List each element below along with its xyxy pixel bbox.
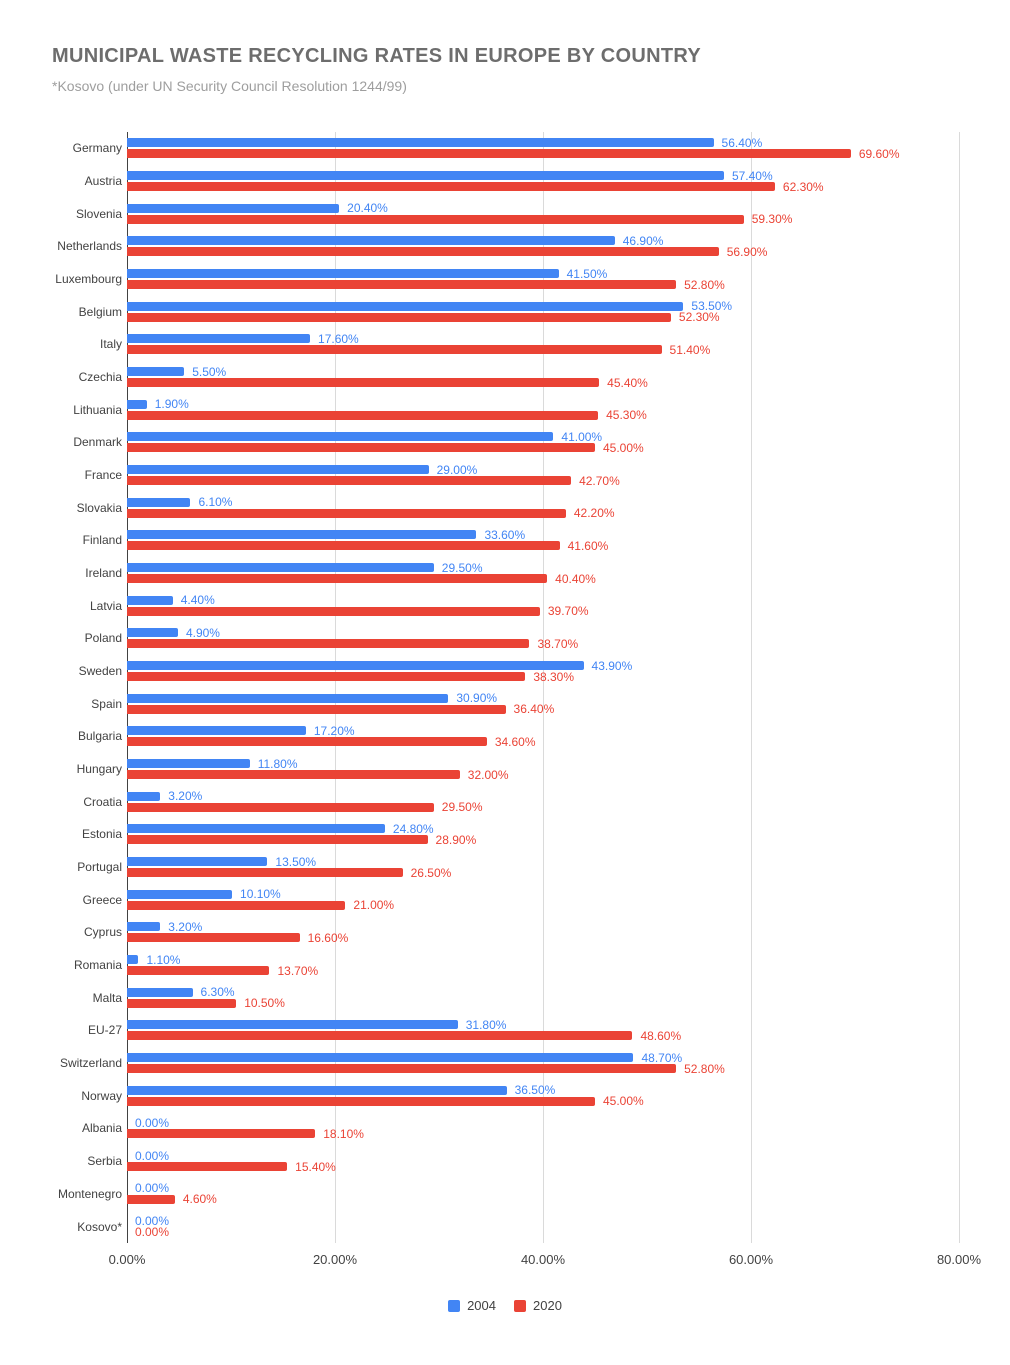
value-label-2020: 42.70% (579, 473, 620, 488)
bar-track (127, 821, 987, 836)
bar-2020[interactable] (127, 182, 775, 191)
category-label: Austria (84, 174, 122, 188)
bar-track (127, 146, 987, 161)
category-label: Sweden (78, 664, 122, 679)
bar-track (127, 669, 987, 684)
value-label-2020: 48.60% (640, 1028, 682, 1043)
value-label-2020: 69.60% (858, 146, 900, 161)
bar-2020[interactable] (127, 966, 269, 975)
value-label-2004: 33.60% (484, 527, 526, 542)
bar-track (127, 734, 987, 749)
bar-track (127, 832, 987, 847)
bar-2004[interactable] (127, 530, 476, 539)
value-label-2004: 20.40% (347, 201, 388, 216)
bar-2020[interactable] (127, 1162, 287, 1171)
bar-track (127, 299, 987, 314)
bar-track (127, 1181, 987, 1196)
category-label: Belgium (78, 304, 122, 319)
bar-2020[interactable] (127, 705, 506, 714)
value-label-2020: 16.60% (307, 930, 349, 945)
bar-2004[interactable] (127, 1053, 633, 1062)
category-label: Netherlands (57, 239, 122, 254)
legend-label-2020: 2020 (533, 1298, 562, 1313)
bar-2004[interactable] (127, 988, 193, 997)
category-label: Norway (81, 1088, 122, 1103)
x-axis-tick: 20.00% (312, 1252, 358, 1267)
category-row (55, 263, 987, 296)
bar-track (127, 919, 987, 934)
bar-track (127, 756, 987, 771)
bar-track (127, 1214, 987, 1228)
category-row (77, 1210, 987, 1243)
legend-item-2004[interactable] (448, 1298, 496, 1313)
category-label: Croatia (83, 794, 122, 809)
category-row (78, 655, 987, 688)
category-label: Finland (82, 533, 122, 548)
category-row (83, 916, 987, 949)
bar-track (127, 473, 987, 488)
category-row (78, 295, 987, 328)
category-row (84, 165, 987, 198)
value-label-2004: 11.80% (257, 756, 298, 771)
bar-2020[interactable] (127, 1064, 676, 1073)
legend-swatch-2020 (514, 1300, 526, 1312)
bar-track (127, 571, 987, 586)
bar-track (127, 233, 987, 248)
bar-track (127, 277, 987, 292)
category-row (57, 230, 987, 263)
category-label: France (84, 468, 122, 483)
category-label: EU-27 (87, 1023, 122, 1038)
value-label-2004: 17.20% (313, 723, 355, 738)
bar-2020[interactable] (127, 574, 547, 583)
bar-track (127, 266, 987, 281)
category-label: Denmark (73, 435, 122, 450)
value-label-2020: 18.10% (323, 1126, 364, 1141)
bar-chart (52, 132, 1010, 1313)
category-rows (55, 132, 987, 1243)
bar-2004[interactable] (127, 922, 160, 931)
bar-2004[interactable] (127, 400, 147, 409)
bar-track (127, 865, 987, 880)
value-label-2004: 5.50% (192, 364, 227, 379)
category-label: Luxembourg (55, 272, 122, 287)
value-label-2020: 38.70% (537, 636, 579, 651)
bar-2020[interactable] (127, 1129, 315, 1138)
value-label-2020: 62.30% (782, 179, 824, 194)
x-axis (108, 1252, 1010, 1268)
bar-2004[interactable] (127, 628, 178, 637)
bar-2020[interactable] (127, 215, 744, 224)
bar-2004[interactable] (127, 563, 434, 572)
bar-track (127, 1126, 987, 1141)
value-label-2004: 6.10% (198, 495, 233, 510)
category-row (73, 426, 987, 459)
value-label-2020: 52.80% (684, 277, 725, 292)
bar-track (127, 1094, 987, 1109)
bar-track (127, 1028, 987, 1043)
category-label: Greece (82, 892, 122, 907)
bar-track (127, 331, 987, 346)
value-label-2020: 52.80% (684, 1061, 725, 1076)
value-label-2020: 26.50% (410, 865, 452, 880)
category-row (77, 720, 987, 753)
bar-2020[interactable] (127, 607, 540, 616)
category-row (83, 785, 987, 818)
bar-track (127, 1017, 987, 1032)
category-row (73, 393, 987, 426)
bar-2004[interactable] (127, 367, 184, 376)
bar-track (127, 854, 987, 869)
category-label: Latvia (89, 598, 122, 613)
category-label: Slovenia (75, 206, 122, 221)
value-label-2004: 29.00% (436, 462, 478, 477)
category-label: Spain (91, 696, 122, 711)
value-label-2004: 4.90% (185, 625, 220, 640)
bar-2004[interactable] (127, 269, 559, 278)
bar-track (127, 179, 987, 194)
bar-track (127, 364, 987, 379)
category-row (78, 361, 987, 394)
value-label-2020: 4.60% (182, 1192, 217, 1207)
category-label: Poland (84, 631, 122, 646)
category-label: Serbia (87, 1154, 122, 1169)
value-label-2004: 3.20% (168, 919, 203, 934)
bar-track (127, 1115, 987, 1130)
bar-2020[interactable] (127, 999, 236, 1008)
legend-item-2020[interactable] (514, 1298, 562, 1313)
chart-subtitle: *Kosovo (under UN Security Council Resolution 1244/99) (52, 78, 407, 94)
category-label: Malta (92, 990, 122, 1005)
value-label-2020: 59.30% (751, 212, 793, 227)
category-label: Romania (73, 958, 122, 973)
value-label-2020: 10.50% (244, 996, 285, 1011)
bar-track (127, 1083, 987, 1098)
x-axis-tick: 60.00% (728, 1252, 774, 1267)
chart-title: MUNICIPAL WASTE RECYCLING RATES IN EUROPE BY COUNTRY (52, 45, 701, 67)
value-label-2020: 40.40% (555, 571, 596, 586)
category-row (81, 818, 987, 851)
category-row (72, 132, 987, 165)
bar-track (127, 440, 987, 455)
value-label-2020: 32.00% (467, 767, 509, 782)
value-label-2004: 6.30% (200, 985, 235, 1000)
bar-2020[interactable] (127, 672, 525, 681)
value-label-2004: 46.90% (622, 233, 664, 248)
value-label-2004: 0.00% (135, 1181, 170, 1196)
bar-track (127, 462, 987, 477)
bar-2020[interactable] (127, 770, 460, 779)
bar-2004[interactable] (127, 890, 232, 899)
value-label-2020: 0.00% (135, 1225, 170, 1239)
bar-2020[interactable] (127, 313, 671, 322)
bar-2020[interactable] (127, 247, 719, 256)
bar-2004[interactable] (127, 596, 173, 605)
category-label: Italy (99, 337, 122, 352)
bar-track (127, 800, 987, 815)
category-row (81, 1112, 987, 1145)
bar-track (127, 1225, 987, 1239)
bar-track (127, 952, 987, 967)
bar-2020[interactable] (127, 868, 403, 877)
category-row (87, 1014, 987, 1047)
bar-2004[interactable] (127, 1086, 507, 1095)
legend (0, 1298, 1010, 1313)
bar-track (127, 1050, 987, 1065)
x-axis-tick: 80.00% (936, 1252, 982, 1267)
value-label-2020: 42.20% (573, 506, 615, 521)
bar-track (127, 527, 987, 542)
value-label-2004: 0.00% (135, 1148, 170, 1163)
bar-track (127, 408, 987, 423)
category-row (76, 491, 987, 524)
category-label: Portugal (77, 860, 122, 875)
category-row (99, 328, 987, 361)
bar-2020[interactable] (127, 933, 300, 942)
bar-2004[interactable] (127, 824, 385, 833)
value-label-2004: 17.60% (318, 331, 359, 346)
value-label-2020: 45.30% (606, 408, 647, 423)
category-row (77, 851, 987, 884)
value-label-2004: 29.50% (441, 560, 483, 575)
bar-track (127, 201, 987, 216)
bar-track (127, 691, 987, 706)
plot-area (55, 132, 987, 1243)
value-label-2020: 15.40% (295, 1159, 336, 1174)
value-label-2020: 45.00% (603, 440, 644, 455)
category-label: Germany (72, 141, 122, 156)
bar-2004[interactable] (127, 726, 306, 735)
bar-2020[interactable] (127, 280, 676, 289)
bar-track (127, 342, 987, 357)
bar-track (127, 397, 987, 412)
bar-2004[interactable] (127, 204, 339, 213)
bar-2020[interactable] (127, 509, 566, 518)
category-row (76, 753, 987, 786)
value-label-2004: 41.50% (566, 266, 608, 281)
value-label-2004: 31.80% (465, 1017, 507, 1032)
bar-track (127, 789, 987, 804)
value-label-2004: 0.00% (135, 1115, 170, 1130)
value-label-2004: 1.10% (146, 952, 181, 967)
bar-track (127, 898, 987, 913)
category-row (84, 459, 987, 492)
bar-track (127, 168, 987, 183)
value-label-2020: 45.40% (607, 375, 648, 390)
bar-track (127, 723, 987, 738)
bar-2004[interactable] (127, 857, 267, 866)
bar-track (127, 1192, 987, 1207)
bar-track (127, 1148, 987, 1163)
bar-2020[interactable] (127, 901, 345, 910)
bar-track (127, 1159, 987, 1174)
value-label-2020: 34.60% (494, 734, 536, 749)
x-axis-tick: 0.00% (108, 1252, 146, 1267)
category-label: Ireland (85, 566, 122, 581)
bar-2004[interactable] (127, 759, 250, 768)
value-label-2004: 10.10% (240, 887, 281, 902)
category-label: Lithuania (73, 402, 122, 417)
value-label-2004: 13.50% (275, 854, 317, 869)
category-row (59, 1047, 987, 1080)
bar-track (127, 429, 987, 444)
category-label: Kosovo* (77, 1219, 122, 1234)
bar-2020[interactable] (127, 1195, 175, 1204)
value-label-2004: 3.20% (168, 789, 203, 804)
bar-2004[interactable] (127, 955, 138, 964)
bar-track (127, 996, 987, 1011)
bar-2004[interactable] (127, 498, 190, 507)
bar-track (127, 1061, 987, 1076)
value-label-2020: 36.40% (513, 702, 555, 717)
value-label-2004: 24.80% (392, 821, 434, 836)
value-label-2020: 13.70% (277, 963, 319, 978)
bar-track (127, 702, 987, 717)
value-label-2004: 48.70% (641, 1050, 683, 1065)
category-label: Switzerland (59, 1056, 122, 1071)
category-row (84, 622, 987, 655)
bar-track (127, 310, 987, 325)
value-label-2020: 28.90% (435, 832, 477, 847)
bar-2020[interactable] (127, 639, 529, 648)
bar-2004[interactable] (127, 236, 615, 245)
bar-track (127, 212, 987, 227)
category-label: Montenegro (57, 1186, 122, 1201)
category-row (82, 883, 987, 916)
category-label: Slovakia (76, 500, 122, 515)
legend-label-2004: 2004 (467, 1298, 496, 1313)
category-label: Bulgaria (77, 729, 122, 744)
value-label-2004: 57.40% (731, 168, 773, 183)
value-label-2020: 56.90% (726, 244, 768, 259)
bar-2020[interactable] (127, 476, 571, 485)
value-label-2020: 51.40% (669, 342, 711, 357)
bar-2020[interactable] (127, 443, 595, 452)
category-row (57, 1178, 987, 1211)
category-row (82, 524, 987, 557)
bar-2020[interactable] (127, 1097, 595, 1106)
bar-2004[interactable] (127, 792, 160, 801)
category-label: Hungary (76, 762, 122, 777)
value-label-2004: 36.50% (514, 1083, 556, 1098)
bar-2020[interactable] (127, 803, 434, 812)
value-label-2004: 0.00% (135, 1214, 170, 1228)
value-label-2004: 1.90% (154, 397, 189, 412)
value-label-2004: 43.90% (591, 658, 633, 673)
category-label: Estonia (81, 827, 122, 842)
bar-2020[interactable] (127, 345, 662, 354)
category-label: Cyprus (83, 925, 122, 940)
category-row (85, 557, 987, 590)
value-label-2020: 21.00% (353, 898, 395, 913)
value-label-2020: 29.50% (441, 800, 483, 815)
bar-track (127, 495, 987, 510)
bar-track (127, 767, 987, 782)
bar-2004[interactable] (127, 465, 429, 474)
value-label-2020: 52.30% (678, 310, 720, 325)
bar-track (127, 636, 987, 651)
value-label-2004: 4.40% (180, 593, 215, 608)
category-row (75, 197, 987, 230)
value-label-2020: 45.00% (603, 1094, 644, 1109)
x-axis-tick: 40.00% (520, 1252, 566, 1267)
bar-2020[interactable] (127, 378, 599, 387)
bar-track (127, 538, 987, 553)
category-row (81, 1079, 987, 1112)
bar-2004[interactable] (127, 661, 584, 670)
bar-2004[interactable] (127, 138, 714, 147)
category-label: Czechia (78, 370, 122, 385)
bar-track (127, 506, 987, 521)
legend-swatch-2004 (448, 1300, 460, 1312)
bar-2020[interactable] (127, 737, 487, 746)
value-label-2004: 56.40% (721, 135, 763, 150)
bar-2020[interactable] (127, 149, 851, 158)
bar-2020[interactable] (127, 1031, 632, 1040)
bar-2004[interactable] (127, 432, 553, 441)
bar-2004[interactable] (127, 1020, 458, 1029)
bar-track (127, 244, 987, 259)
category-row (73, 949, 987, 982)
value-label-2004: 53.50% (691, 299, 733, 314)
bar-2004[interactable] (127, 302, 683, 311)
value-label-2004: 41.00% (561, 429, 603, 444)
bar-2020[interactable] (127, 411, 598, 420)
value-label-2020: 41.60% (567, 538, 609, 553)
category-label: Albania (81, 1121, 122, 1136)
bar-2020[interactable] (127, 835, 428, 844)
bar-track (127, 887, 987, 902)
value-label-2004: 30.90% (456, 691, 498, 706)
value-label-2020: 38.30% (533, 669, 575, 684)
category-row (89, 589, 987, 622)
bar-2004[interactable] (127, 171, 724, 180)
bar-2004[interactable] (127, 334, 310, 343)
bar-2004[interactable] (127, 694, 448, 703)
bar-track (127, 604, 987, 619)
bar-track (127, 963, 987, 978)
category-row (91, 687, 987, 720)
category-row (87, 1145, 987, 1178)
value-label-2020: 39.70% (547, 604, 589, 619)
bar-2020[interactable] (127, 541, 560, 550)
category-row (92, 981, 987, 1014)
bar-track (127, 375, 987, 390)
bar-track (127, 930, 987, 945)
